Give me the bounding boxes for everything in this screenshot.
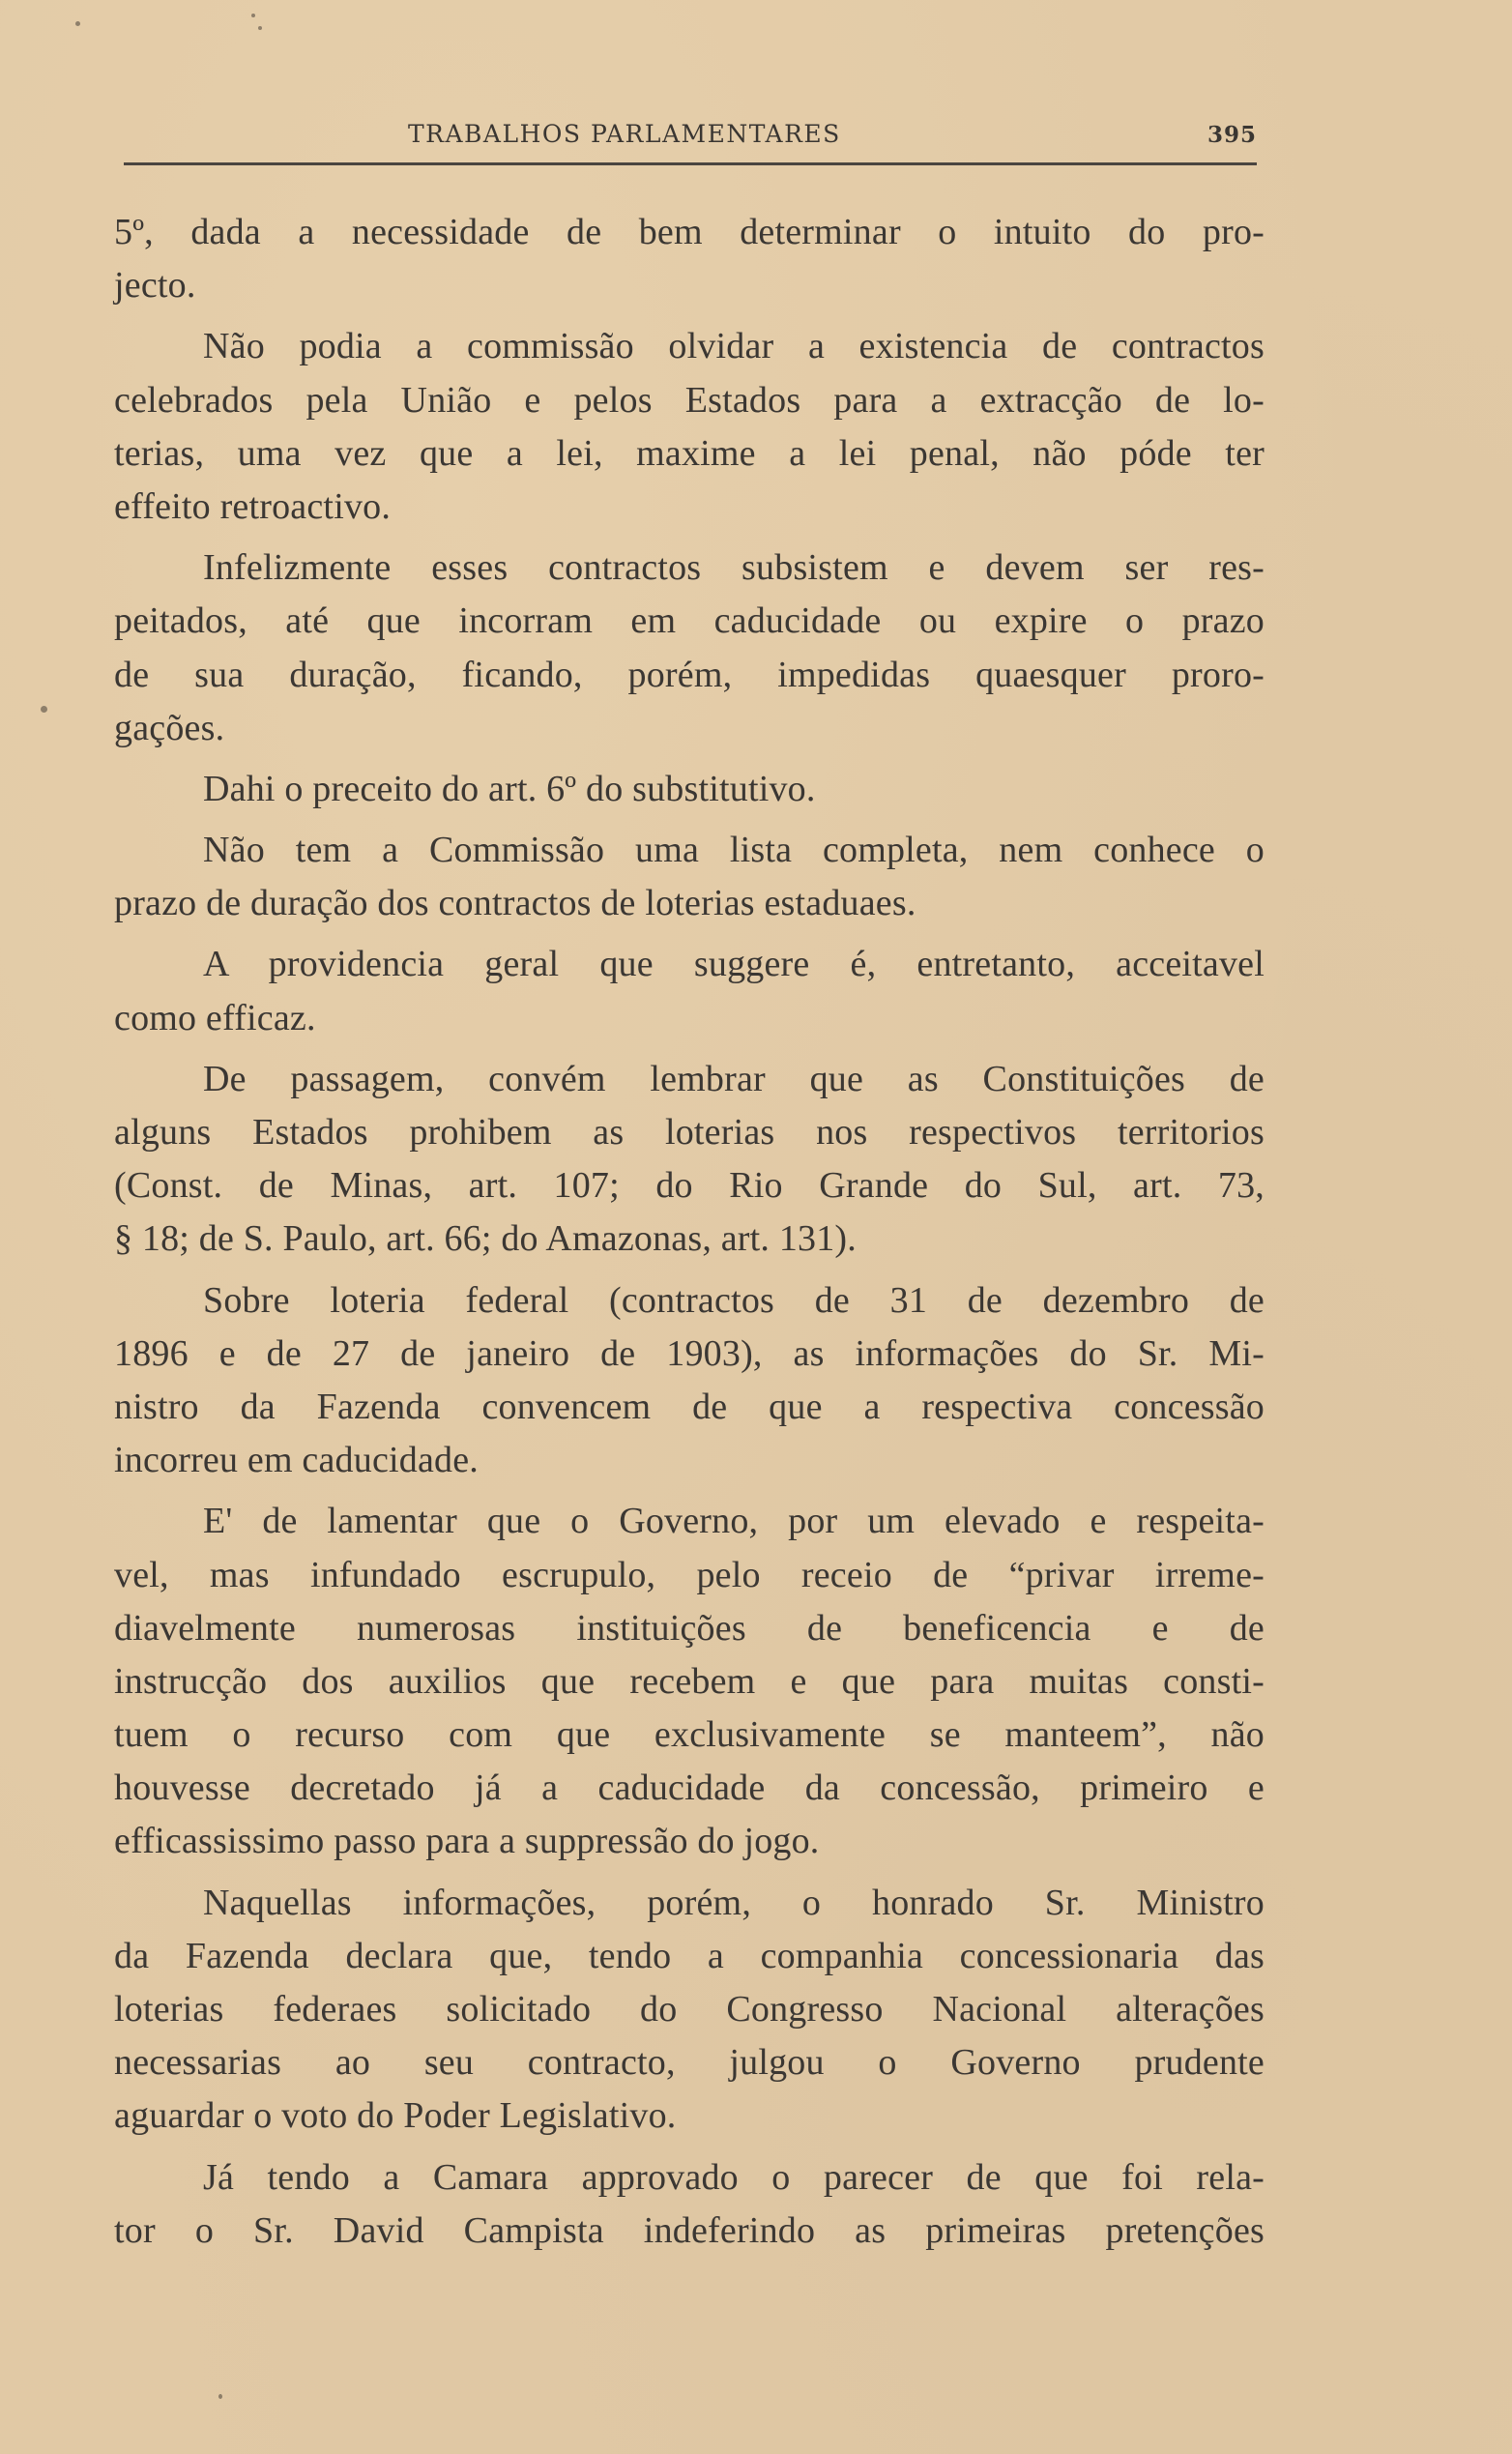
- paper-speck: [75, 21, 80, 26]
- text-line: da Fazenda declara que, tendo a companhia concessionaria das: [114, 1935, 1265, 1976]
- paragraph-gap: [114, 312, 1265, 320]
- paragraph: [114, 2151, 1265, 2258]
- text-line: houvesse decretado já a caducidade da concessão, primeiro e: [114, 1767, 1265, 1809]
- text-line: Não podia a commissão olvidar a existencia de contractos: [203, 326, 1265, 367]
- text-line: gações.: [114, 707, 225, 748]
- text-line: efficassissimo passo para a suppressão do jogo.: [114, 1821, 820, 1862]
- text-line: A providencia geral que suggere é, entretanto, acceitavel: [203, 944, 1265, 985]
- paragraph: [114, 1274, 1265, 1488]
- text-line: Dahi o preceito do art. 6º do substitutivo.: [203, 768, 816, 809]
- paper-speck: [251, 14, 255, 17]
- paragraph-gap: [114, 1487, 1265, 1495]
- paragraph: [114, 1495, 1265, 1868]
- paper-speck: [258, 26, 262, 30]
- paragraph-gap: [114, 1267, 1265, 1274]
- paragraph-gap: [114, 1045, 1265, 1053]
- paper-speck: [218, 2394, 222, 2399]
- text-line: incorreu em caducidade.: [114, 1440, 480, 1481]
- paragraph: [114, 763, 1265, 816]
- text-line: prazo de duração dos contractos de loterias estaduaes.: [114, 883, 916, 924]
- text-line: De passagem, convém lembrar que as Constituições de: [203, 1058, 1265, 1099]
- text-line: Naquellas informações, porém, o honrado Sr. Ministro: [203, 1882, 1265, 1923]
- paragraph-gap: [114, 816, 1265, 824]
- text-line: tor o Sr. David Campista indeferindo as primeiras pretenções: [114, 2209, 1265, 2251]
- text-line: como efficaz.: [114, 997, 316, 1038]
- paper-speck: [41, 706, 47, 713]
- running-title: TRABALHOS PARLAMENTARES: [408, 120, 841, 148]
- text-line: celebrados pela União e pelos Estados para a extracção de lo-: [114, 379, 1265, 421]
- text-line: loterias federaes solicitado do Congresso Nacional alterações: [114, 1989, 1265, 2030]
- paragraph: [114, 206, 1265, 312]
- text-line: (Const. de Minas, art. 107; do Rio Grande do Sul, art. 73,: [114, 1165, 1265, 1207]
- paragraph-gap: [114, 2144, 1265, 2151]
- text-line: aguardar o voto do Poder Legislativo.: [114, 2095, 677, 2137]
- paragraph: [114, 938, 1265, 1044]
- paragraph-gap: [114, 534, 1265, 541]
- text-line: Sobre loteria federal (contractos de 31 de dezembro de: [203, 1279, 1265, 1321]
- paragraph: [114, 320, 1265, 534]
- paragraph-gap: [114, 755, 1265, 763]
- text-line: jecto.: [114, 265, 196, 307]
- text-line: alguns Estados prohibem as loterias nos respectivos territorios: [114, 1112, 1265, 1153]
- text-line: necessarias ao seu contracto, julgou o Governo prudente: [114, 2042, 1265, 2084]
- text-line: § 18; de S. Paulo, art. 66; do Amazonas, art. 131).: [114, 1218, 857, 1260]
- text-line: terias, uma vez que a lei, maxime a lei penal, não póde ter: [114, 432, 1265, 474]
- text-line: nistro da Fazenda convencem de que a respectiva concessão: [114, 1386, 1265, 1427]
- text-line: vel, mas infundado escrupulo, pelo receio de “privar irreme-: [114, 1554, 1265, 1595]
- paragraph-gap: [114, 1869, 1265, 1877]
- text-line: peitados, até que incorram em caducidade ou expire o prazo: [114, 600, 1265, 642]
- text-line: instrucção dos auxilios que recebem e que para muitas consti-: [114, 1660, 1265, 1702]
- text-line: E' de lamentar que o Governo, por um elevado e respeita-: [203, 1501, 1265, 1542]
- text-line: Já tendo a Camara approvado o parecer de que foi rela-: [203, 2156, 1265, 2198]
- header-rule: [124, 162, 1257, 165]
- paragraph: [114, 1877, 1265, 2144]
- body-text: [114, 206, 1265, 2258]
- paragraph: [114, 824, 1265, 930]
- text-line: de sua duração, ficando, porém, impedidas quaesquer proro-: [114, 654, 1265, 695]
- text-line: 1896 e de 27 de janeiro de 1903), as informações do Sr. Mi-: [114, 1332, 1265, 1374]
- text-line: tuem o recurso com que exclusivamente se manteem”, não: [114, 1714, 1265, 1756]
- text-line: 5º, dada a necessidade de bem determinar o intuito do pro-: [114, 212, 1265, 252]
- running-header: [124, 114, 1257, 153]
- text-line: effeito retroactivo.: [114, 485, 392, 527]
- text-line: Infelizmente esses contractos subsistem e devem ser res-: [203, 547, 1265, 589]
- text-line: diavelmente numerosas instituições de beneficencia e de: [114, 1607, 1265, 1649]
- page-number: 395: [1207, 122, 1257, 148]
- paragraph-gap: [114, 930, 1265, 938]
- paragraph: [114, 541, 1265, 755]
- paragraph: [114, 1053, 1265, 1267]
- text-line: Não tem a Commissão uma lista completa, nem conhece o: [203, 830, 1265, 871]
